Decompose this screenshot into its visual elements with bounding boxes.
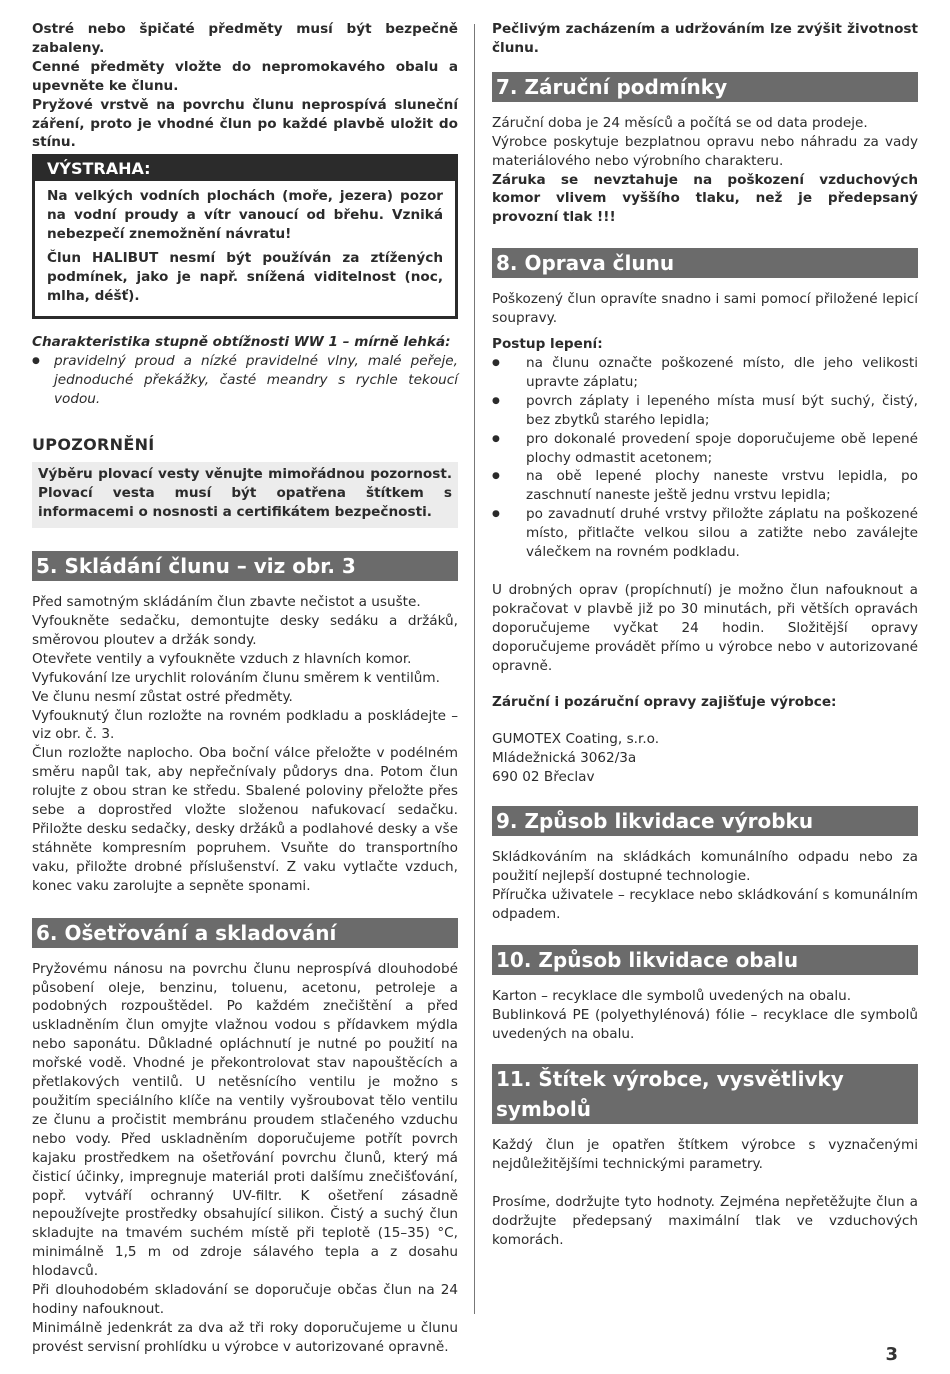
text-line: Prosíme, dodržujte tyto hodnoty. Zejména nepřetěžujte člun a dodržujte předepsaný maximální tlak ve vzduchových komorách. [492, 1194, 918, 1249]
right-intro: Pečlivým zacházením a udržováním lze zvýšit životnost člunu. [492, 21, 918, 56]
warranty-note: Záruční i pozáruční opravy zajišťuje výrobce: [492, 694, 837, 711]
address-line: 690 02 Břeclav [492, 769, 595, 786]
section-8-body [492, 290, 918, 787]
list-item: ● pro dokonalé provedení spoje doporučujeme obě lepené plochy odmastit acetonem; [492, 430, 918, 468]
list-item: ● po zavadnutí druhé vrstvy přiložte záplatu na poškozené místo, přitlačte velkou silou a zatižte nebo zaválejte válečkem na rovném podkladu. [492, 505, 918, 562]
text-line: Vyfukování lze urychlit rolováním člunu směrem k ventilům. [32, 669, 440, 686]
section-title-5: 5. Skládání člunu – viz obr. 3 [32, 551, 458, 581]
text-line: Skládkováním na skládkách komunálního odpadu nebo za použití nejlepší dostupné technologie. [492, 849, 918, 884]
intro-line: Cenné předměty vložte do nepromokavého obalu a upevněte ke člunu. [32, 58, 458, 94]
warning-box [32, 154, 458, 318]
steps-title: Postup lepení: [492, 336, 603, 353]
intro-line: Ostré nebo špičaté předměty musí být bezpečně zabaleny. [32, 21, 458, 56]
text-line: Pryžovému nánosu na povrchu člunu neprospívá dlouhodobé působení oleje, benzinu, toluenu, acetonu, petroleje a podobných rozpouštědel. Po každém znečištění a před uskladněním člun omyjte vlažnou vodou s přídavkem mýdla nebo saponátu. Důkladné opláchnutí je nutné po použití na mořské vodě. Vhodné je překontrolovat stav napouštěcích a přetlakových ventilů. U netěsnícího ventilu je možno s použitím speciálního klíče na ventily vyšroubovat tělo ventilu ze člunu a pročistit membránu proudem stlačeného vzduchu nebo vody. Před uskladněním doporučujeme potřít povrch kajaku prostředkem na ošetřování povrchu člunů, který má čisticí účinky, impregnuje materiál proti dalšímu znečišťování, popř. vytváří ochranný UV-filtr. K ošetření zásadně nepoužívejte prostředky obsahující silikon. Čistý a suchý člun skladujte na tmavém suchém místě při teplotě (15–35) °C, minimálně 1,5 m od zdroje sálavého tepla a z dosahu hlodavců. [32, 960, 458, 1280]
text-line: Karton – recyklace dle symbolů uvedených na obalu. [492, 987, 852, 1004]
intro-block [32, 20, 458, 152]
text-line: Příručka uživatele – recyklace nebo skládkování s komunálním odpadem. [492, 886, 918, 922]
list-item: ● na člunu označte poškozené místo, dle jeho velikosti upravte záplatu; [492, 354, 918, 392]
section-10-body [492, 987, 918, 1044]
section-6-body [32, 960, 458, 1357]
section-title-7: 7. Záruční podmínky [492, 72, 918, 102]
text-line: Výrobce poskytuje bezplatnou opravu nebo náhradu za vady materiálového nebo výrobního charakteru. [492, 133, 918, 169]
list-item: ● na obě lepené plochy naneste vrstvu lepidla, po zaschnutí naneste ještě jednu vrstvu lepidla; [492, 467, 918, 505]
text-line: Minimálně jedenkrát za dva až tři roky doporučujeme u člunu provést servisní prohlídku u výrobce v autorizované opravně. [32, 1319, 458, 1355]
left-column [32, 20, 458, 1357]
text-line: Před samotným skládáním člun zbavte nečistot a usušte. [32, 594, 421, 611]
warning-text: Člun HALIBUT nesmí být používán za ztížených podmínek, jako je např. snížená viditelnost (noc, mlha, déšť). [47, 250, 443, 304]
column-divider [474, 24, 475, 1314]
text-line: Člun rozložte naplocho. Oba boční válce přeložte v podélném směru napůl tak, aby nepřečnívaly půdorys dna. Potom člun rolujte z obou stran ke středu. Sbalené poloviny přeložte přes sebe a doprostřed vložte složenou nafukovací sedačku. Přiložte desku sedačky, desky držáků a podlahové desky a vše stáhněte kompresním popruhem. Vsuňte do transportního vaku, přiložte drobné příslušenství. Z vaku vytlačte vzduch, konec vaku zarolujte a sepněte sponami. [32, 745, 458, 894]
section-9-body [492, 848, 918, 924]
text-line: Záruka se nevztahuje na poškození vzduchových komor vlivem vyššího tlaku, než je předepsaný provozní tlak !!! [492, 171, 918, 226]
manufacturer-address [492, 730, 918, 787]
address-line: Mládežnická 3062/3a [492, 750, 637, 767]
section-title-10: 10. Způsob likvidace obalu [492, 945, 918, 975]
section-title-8: 8. Oprava člunu [492, 248, 918, 278]
notice-box [32, 462, 458, 528]
notice-text: Výběru plovací vesty věnujte mimořádnou pozornost. Plovací vesta musí být opatřena štítkem s informacemi o nosnosti a certifikátem bezpečnosti. [38, 466, 452, 521]
text-line: Při dlouhodobém skladování se doporučuje občas člun na 24 hodiny nafouknout. [32, 1282, 458, 1317]
notice-title: UPOZORNĚNÍ [32, 435, 155, 455]
section-title-11: 11. Štítek výrobce, vysvětlivky symbolů [492, 1064, 918, 1124]
section-5-body [32, 593, 458, 896]
text-line: Vyfouknutý člun rozložte na rovném podkladu a poskládejte – viz obr. č. 3. [32, 707, 458, 743]
text-line: Ve člunu nesmí zůstat ostré předměty. [32, 688, 293, 705]
difficulty-item: ● pravidelný proud a nízké pravidelné vlny, malé peřeje, jednoduché překážky, časté meandry s rychle tekoucí vodou. [32, 352, 458, 409]
page-number: 3 [885, 1344, 898, 1365]
text-line: Bublinková PE (polyethylénová) fólie – recyklace dle symbolů uvedených na obalu. [492, 1006, 918, 1042]
difficulty-block [32, 333, 458, 409]
warning-text: Na velkých vodních plochách (moře, jezera) pozor na vodní proudy a vítr vanoucí od břehu. Vzniká nebezpečí znemožnění návratu! [47, 188, 443, 243]
text-line: Záruční doba je 24 měsíců a počítá se od data prodeje. [492, 114, 868, 131]
text-line: U drobných oprav (propíchnutí) je možno člun nafouknout a pokračovat v plavbě již po 30 minutách, při větších opravách doporučujeme vyčkat 24 hodin. Složitější opravy doporučujeme provádět přímo u výrobce nebo v autorizované opravně. [492, 581, 918, 674]
section-11-body [492, 1136, 918, 1250]
intro-line: Pryžové vrstvě na povrchu člunu neprospívá sluneční záření, proto je vhodné člun po každé plavbě uložit do stínu. [32, 96, 458, 151]
text-line: Vyfoukněte sedačku, demontujte desky sedáku a držáků, směrovou ploutev a držák sondy. [32, 613, 458, 648]
text-line: Otevřete ventily a vyfoukněte vzduch z hlavních komor. [32, 650, 412, 667]
difficulty-title: Charakteristika stupně obtížnosti WW 1 – mírně lehká: [32, 333, 451, 350]
section-7-body [492, 114, 918, 227]
text-line: Poškozený člun opravíte snadno i sami pomocí přiložené lepicí soupravy. [492, 291, 918, 327]
section-title-6: 6. Ošetřování a skladování [32, 918, 458, 948]
section-title-9: 9. Způsob likvidace výrobku [492, 806, 918, 836]
list-item: ● povrch záplaty i lepeného místa musí být suchý, čistý, bez zbytků starého lepidla; [492, 392, 918, 430]
address-line: GUMOTEX Coating, s.r.o. [492, 731, 660, 748]
right-column [492, 20, 918, 1250]
text-line: Každý člun je opatřen štítkem výrobce s vyznačenými nejdůležitějšími technickými parametry. [492, 1137, 918, 1173]
warning-title: VÝSTRAHA: [35, 157, 455, 181]
